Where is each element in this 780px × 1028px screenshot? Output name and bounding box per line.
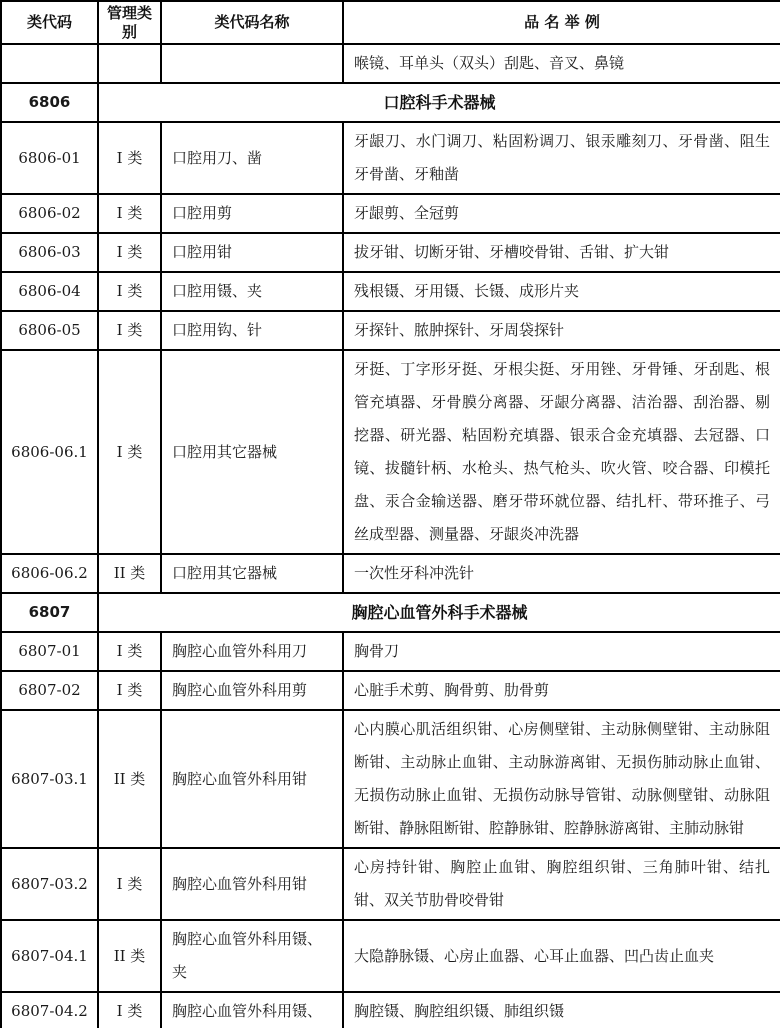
code-cell: 6807-02: [1, 671, 98, 710]
table-row: [1, 122, 780, 194]
name-cell: 口腔用刀、凿: [161, 122, 343, 194]
examples-cell: 胸骨刀: [343, 632, 780, 671]
code-cell: 6807-01: [1, 632, 98, 671]
table-row: [1, 920, 780, 992]
section-row: [1, 593, 780, 632]
code-cell: 6807-04.1: [1, 920, 98, 992]
class-cell: I 类: [98, 848, 161, 920]
table-row: [1, 350, 780, 554]
header-row: [1, 1, 780, 44]
name-cell: 胸腔心血管外科用刀: [161, 632, 343, 671]
examples-cell: 牙龈刀、水门调刀、粘固粉调刀、银汞雕刻刀、牙骨凿、阻生牙骨凿、牙釉凿: [343, 122, 780, 194]
class-cell: I 类: [98, 671, 161, 710]
class-cell: I 类: [98, 233, 161, 272]
name-cell: 胸腔心血管外科用镊、夹: [161, 920, 343, 992]
class-cell: II 类: [98, 920, 161, 992]
name-cell: 胸腔心血管外科用钳: [161, 710, 343, 848]
code-cell: 6806-04: [1, 272, 98, 311]
class-cell: II 类: [98, 554, 161, 593]
examples-cell: 牙龈剪、全冠剪: [343, 194, 780, 233]
class-cell: [98, 44, 161, 83]
class-cell: II 类: [98, 710, 161, 848]
class-cell: I 类: [98, 311, 161, 350]
code-cell: 6806-01: [1, 122, 98, 194]
table-row: [1, 554, 780, 593]
name-cell: 胸腔心血管外科用镊、: [161, 992, 343, 1028]
examples-cell: 牙探针、脓肿探针、牙周袋探针: [343, 311, 780, 350]
col-header-name: 类代码名称: [161, 1, 343, 44]
section-code-cell: 6806: [1, 83, 98, 122]
code-cell: 6806-06.2: [1, 554, 98, 593]
name-cell: 胸腔心血管外科用剪: [161, 671, 343, 710]
table-row: [1, 710, 780, 848]
section-code-cell: 6807: [1, 593, 98, 632]
examples-cell: 胸腔镊、胸腔组织镊、肺组织镊: [343, 992, 780, 1028]
class-cell: I 类: [98, 272, 161, 311]
code-cell: 6806-02: [1, 194, 98, 233]
code-cell: 6806-06.1: [1, 350, 98, 554]
col-header-examples: 品 名 举 例: [343, 1, 780, 44]
code-cell: 6806-03: [1, 233, 98, 272]
table-row: [1, 272, 780, 311]
section-title-cell: 口腔科手术器械: [98, 83, 780, 122]
name-cell: 口腔用钩、针: [161, 311, 343, 350]
table-row: [1, 311, 780, 350]
code-cell: 6807-03.1: [1, 710, 98, 848]
col-header-code: 类代码: [1, 1, 98, 44]
examples-cell: 拔牙钳、切断牙钳、牙槽咬骨钳、舌钳、扩大钳: [343, 233, 780, 272]
examples-cell: 大隐静脉镊、心房止血器、心耳止血器、凹凸齿止血夹: [343, 920, 780, 992]
class-cell: I 类: [98, 350, 161, 554]
name-cell: 口腔用其它器械: [161, 554, 343, 593]
examples-cell: 心脏手术剪、胸骨剪、肋骨剪: [343, 671, 780, 710]
col-header-class: 管理类别: [98, 1, 161, 44]
name-cell: 口腔用其它器械: [161, 350, 343, 554]
name-cell: 口腔用剪: [161, 194, 343, 233]
name-cell: [161, 44, 343, 83]
class-cell: I 类: [98, 122, 161, 194]
examples-cell: 心内膜心肌活组织钳、心房侧壁钳、主动脉侧壁钳、主动脉阻断钳、主动脉止血钳、主动脉游离钳、无损伤肺动脉止血钳、无损伤动脉止血钳、无损伤动脉导管钳、动脉侧壁钳、动脉阻断钳、静脉阻断钳、腔静脉钳、腔静脉游离钳、主肺动脉钳: [343, 710, 780, 848]
table-row: [1, 44, 780, 83]
code-cell: 6807-04.2: [1, 992, 98, 1028]
code-cell: 6807-03.2: [1, 848, 98, 920]
examples-cell: 心房持针钳、胸腔止血钳、胸腔组织钳、三角肺叶钳、结扎钳、双关节肋骨咬骨钳: [343, 848, 780, 920]
table-body: [1, 44, 780, 1028]
code-cell: 6806-05: [1, 311, 98, 350]
table-row: [1, 848, 780, 920]
class-cell: I 类: [98, 632, 161, 671]
section-title-cell: 胸腔心血管外科手术器械: [98, 593, 780, 632]
table-row: [1, 992, 780, 1028]
examples-cell: 喉镜、耳单头（双头）刮匙、音叉、鼻镜: [343, 44, 780, 83]
class-cell: I 类: [98, 194, 161, 233]
code-cell: [1, 44, 98, 83]
section-row: [1, 83, 780, 122]
name-cell: 胸腔心血管外科用钳: [161, 848, 343, 920]
table-row: [1, 194, 780, 233]
table-row: [1, 233, 780, 272]
name-cell: 口腔用镊、夹: [161, 272, 343, 311]
examples-cell: 一次性牙科冲洗针: [343, 554, 780, 593]
table-row: [1, 671, 780, 710]
table-header: [1, 1, 780, 44]
class-cell: I 类: [98, 992, 161, 1028]
name-cell: 口腔用钳: [161, 233, 343, 272]
table-row: [1, 632, 780, 671]
examples-cell: 牙挺、丁字形牙挺、牙根尖挺、牙用锉、牙骨锤、牙刮匙、根管充填器、牙骨膜分离器、牙龈分离器、洁治器、刮治器、剔挖器、研光器、粘固粉充填器、银汞合金充填器、去冠器、口镜、拔髓针柄、水枪头、热气枪头、吹火管、咬合器、印模托盘、汞合金输送器、磨牙带环就位器、结扎杆、带环推子、弓丝成型器、测量器、牙龈炎冲洗器: [343, 350, 780, 554]
examples-cell: 残根镊、牙用镊、长镊、成形片夹: [343, 272, 780, 311]
